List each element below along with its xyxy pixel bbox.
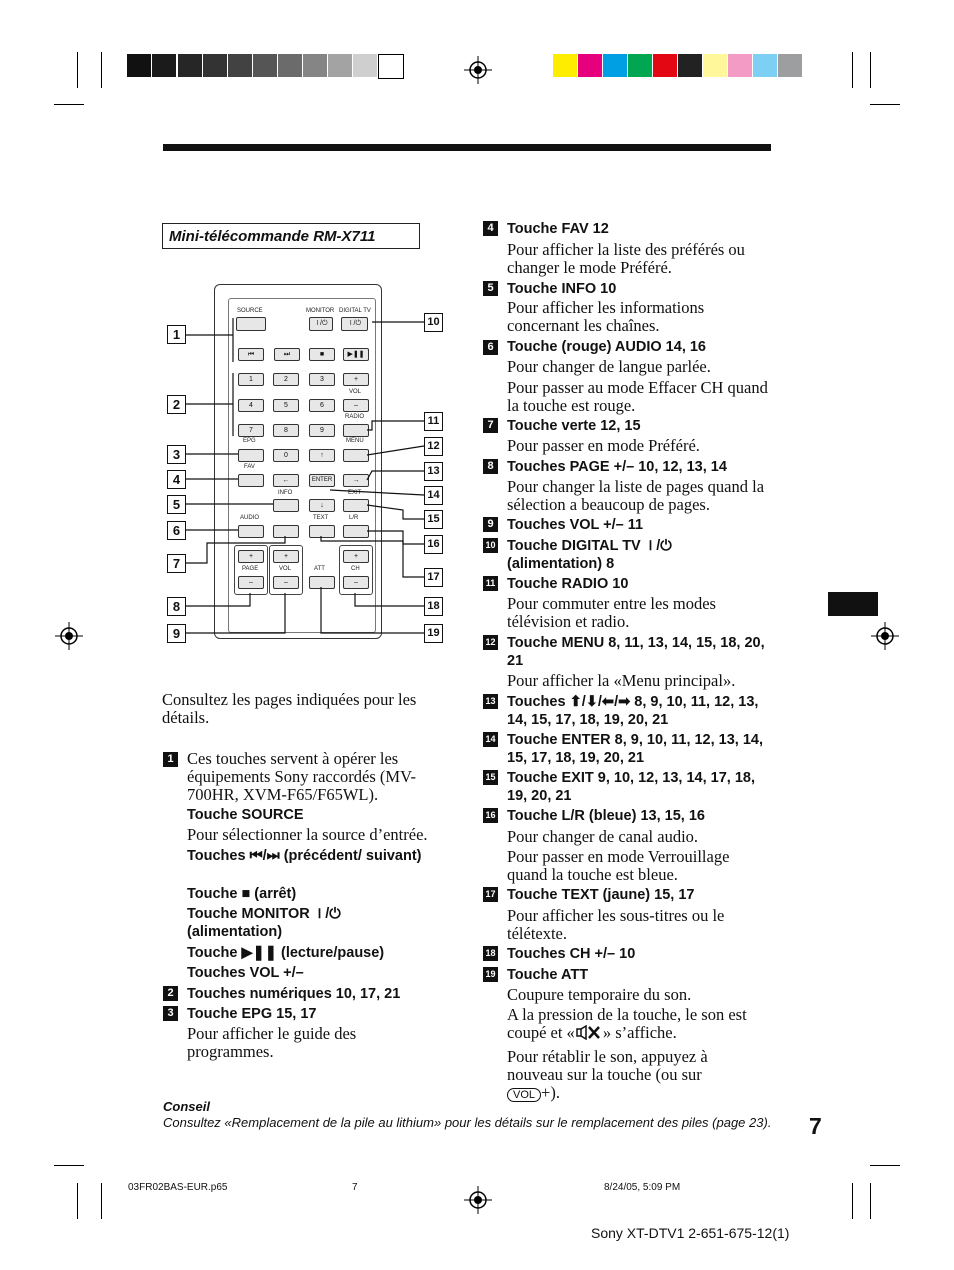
callout-15: 15 [424,510,443,529]
callout-2: 2 [167,395,186,414]
item-number: 11 [483,576,498,591]
label-digital-tv: DIGITAL TV [339,308,371,314]
digit-5-button[interactable]: 5 [273,399,299,412]
up-arrow-button[interactable]: ↑ [309,449,335,462]
source-key-desc: Pour sélectionner la source d’entrée. [187,825,428,844]
item-number: 2 [163,986,178,1001]
down-arrow-button[interactable]: ↓ [309,499,335,512]
stop-title: Touche ■ (arrêt) [187,886,297,902]
callout-16: 16 [424,535,443,554]
lr-title: Touche L/R (bleue) 13, 15, 16 [507,808,705,824]
menu-title: Touche MENU 8, 11, 13, 14, 15, 18, 20, 21 [507,635,765,669]
page-number: 7 [809,1113,822,1139]
mute-icon [575,1025,603,1040]
callout-4: 4 [167,470,186,489]
callout-11: 11 [424,412,443,431]
att-desc-2 [507,1006,769,1042]
stop-button[interactable]: ■ [309,348,335,361]
digit-1-button[interactable]: 1 [238,373,264,386]
att-desc-3 [507,1048,757,1102]
callout-14: 14 [424,486,443,505]
label-info: INFO [278,490,293,496]
monitor-power-button[interactable]: ⏽/⏻ [309,317,333,331]
lr-desc-1: Pour changer de canal audio. [507,827,699,846]
digit-7-button[interactable]: 7 [238,424,264,437]
label-vol2: VOL [279,566,292,572]
item-number: 16 [483,808,498,823]
play-pause-button[interactable]: ▶❚❚ [343,348,369,361]
digital-tv-power-button[interactable]: ⏽/⏻ [341,317,368,331]
exit-title: Touche EXIT 9, 10, 12, 13, 14, 17, 18, 19, 20, 21 [507,770,755,804]
att-desc-3b: +). [541,1083,560,1102]
item-number: 7 [483,418,498,433]
enter-button[interactable]: ENTER [309,474,335,487]
text-desc: Pour afficher les sous-titres ou le télétexte. [507,906,725,943]
digital-tv-title: Touche DIGITAL TV ⏽/⏻ (alimentation) 8 [507,538,672,572]
item-number: 5 [483,281,498,296]
callout-13: 13 [424,462,443,481]
item-number: 10 [483,538,498,553]
green-desc: Pour passer en mode Préféré. [507,436,700,455]
page-minus-button[interactable]: – [238,576,264,589]
digit-2-button[interactable]: 2 [273,373,299,386]
info-desc: Pour afficher les informations concernant les chaînes. [507,298,705,335]
digit-3-button[interactable]: 3 [309,373,335,386]
footer-page: 7 [352,1182,358,1193]
label-source: SOURCE [237,308,263,314]
green-title: Touche verte 12, 15 [507,418,641,434]
info-title: Touche INFO 10 [507,281,617,297]
callout-5: 5 [167,495,186,514]
item-number: 13 [483,694,498,709]
radio-title: Touche RADIO 10 [507,576,629,592]
item-number: 8 [483,459,498,474]
source-key-title: Touche SOURCE [187,807,304,823]
label-epg: EPG [243,438,256,444]
label-text: TEXT [313,515,329,521]
item-number: 15 [483,770,498,785]
footer-model: Sony XT-DTV1 2-651-675-12(1) [591,1225,790,1241]
numeric-title: Touches numériques 10, 17, 21 [187,986,401,1002]
next-button[interactable]: ⏭ [274,348,300,361]
item-number: 17 [483,887,498,902]
callout-3: 3 [167,445,186,464]
item-number: 19 [483,967,498,982]
fav-title: Touche FAV 12 [507,221,609,237]
footer-file: 03FR02BAS-EUR.p65 [128,1182,228,1193]
att-desc-1: Coupure temporaire du son. [507,985,692,1004]
item-number: 1 [163,752,178,767]
digit-4-button[interactable]: 4 [238,399,264,412]
vol-title: Touches VOL +/– [187,965,304,981]
att-desc-2b: » s’affiche. [602,1023,677,1042]
ch-title: Touches CH +/– 10 [507,946,636,962]
audio-title: Touche (rouge) AUDIO 14, 16 [507,339,706,355]
callout-18: 18 [424,597,443,616]
label-att: ATT [314,566,325,572]
radio-desc: Pour commuter entre les modes télévision et radio. [507,594,716,631]
epg-desc: Pour afficher le guide des programmes. [187,1024,357,1061]
att-title: Touche ATT [507,967,589,983]
label-page: PAGE [242,566,259,572]
ch-plus-button[interactable]: + [343,550,369,563]
label-exit: EXIT [348,490,362,496]
item-number: 9 [483,517,498,532]
page-desc: Pour changer la liste de pages quand la sélection a beaucoup de pages. [507,477,765,514]
label-monitor: MONITOR [306,308,335,314]
right-arrow-button[interactable]: → [343,474,369,487]
digit-0-button[interactable]: 0 [273,449,299,462]
text-title: Touche TEXT (jaune) 15, 17 [507,887,695,903]
callout-7: 7 [167,554,186,573]
item-number: 14 [483,732,498,747]
digit-9-button[interactable]: 9 [309,424,335,437]
vol-key-icon: VOL [507,1088,541,1102]
epg-title: Touche EPG 15, 17 [187,1006,317,1022]
callout-1: 1 [167,325,186,344]
lr-desc-2: Pour passer en mode Verrouillage quand la touche est bleue. [507,847,730,884]
tip-title: Conseil [163,1099,210,1114]
audio-desc-1: Pour changer de langue parlée. [507,357,711,376]
item-number: 6 [483,340,498,355]
label-ch: CH [351,566,360,572]
label-radio: RADIO [345,414,365,420]
ch-minus-button[interactable]: – [343,576,369,589]
monitor-title: Touche MONITOR ⏽/⏻ (alimentation) [187,906,341,940]
callout-8: 8 [167,597,186,616]
vol2-minus-button[interactable]: – [273,576,299,589]
label-vol: VOL [349,389,362,395]
tip-text: Consultez «Remplacement de la pile au lithium» pour les détails sur le remplacement des piles (page 23). [163,1115,772,1130]
item-number: 3 [163,1006,178,1021]
enter-title: Touche ENTER 8, 9, 10, 11, 12, 13, 14, 15, 17, 18, 19, 20, 21 [507,732,764,766]
footer-date: 8/24/05, 5:09 PM [604,1182,681,1193]
label-lr: L/R [349,515,359,521]
att-desc-3a: Pour rétablir le son, appuyez à nouveau sur la touche (ou sur [507,1047,708,1084]
prev-next-title: Touches ⏮/⏭ (précédent/ suivant) [187,848,422,864]
remote-title: Mini-télécommande RM-X711 [162,223,420,249]
item-number: 18 [483,946,498,961]
digit-6-button[interactable]: 6 [309,399,335,412]
att-desc-2a: A la pression de la touche, le son est coupé et « [507,1005,747,1042]
callout-12: 12 [424,437,443,456]
page-plus-button[interactable]: + [238,550,264,563]
menu-desc: Pour afficher la «Menu principal». [507,671,736,690]
vol2-plus-button[interactable]: + [273,550,299,563]
vol-keys-title: Touches VOL +/– 11 [507,517,644,533]
page-title: Touches PAGE +/– 10, 12, 13, 14 [507,459,727,475]
label-audio: AUDIO [240,515,260,521]
callout-6: 6 [167,521,186,540]
vol-plus-button[interactable]: + [343,373,369,386]
left-arrow-button[interactable]: ← [273,474,299,487]
item-number: 12 [483,635,498,650]
vol-minus-button[interactable]: – [343,399,369,412]
prev-button[interactable]: ⏮ [238,348,264,361]
fav-desc: Pour afficher la liste des préférés ou changer le mode Préféré. [507,240,745,277]
callout-17: 17 [424,568,443,587]
label-menu: MENU [346,438,364,444]
callout-19: 19 [424,624,443,643]
arrows-title: Touches ⬆/⬇/⬅/➡ 8, 9, 10, 11, 12, 13, 14, 15, 17, 18, 19, 20, 21 [507,694,759,728]
intro-text: Consultez les pages indiquées pour les détails. [162,690,417,727]
digit-8-button[interactable]: 8 [273,424,299,437]
item-1-desc: Ces touches servent à opérer les équipements Sony raccordés (MV-700HR, XVM-F65/F65WL). [187,749,416,804]
label-fav: FAV [244,464,255,470]
play-pause-title: Touche ▶❚❚ (lecture/pause) [187,945,385,961]
item-number: 4 [483,221,498,236]
callout-9: 9 [167,624,186,643]
audio-desc-2: Pour passer au mode Effacer CH quand la touche est rouge. [507,378,768,415]
callout-10: 10 [424,313,443,332]
